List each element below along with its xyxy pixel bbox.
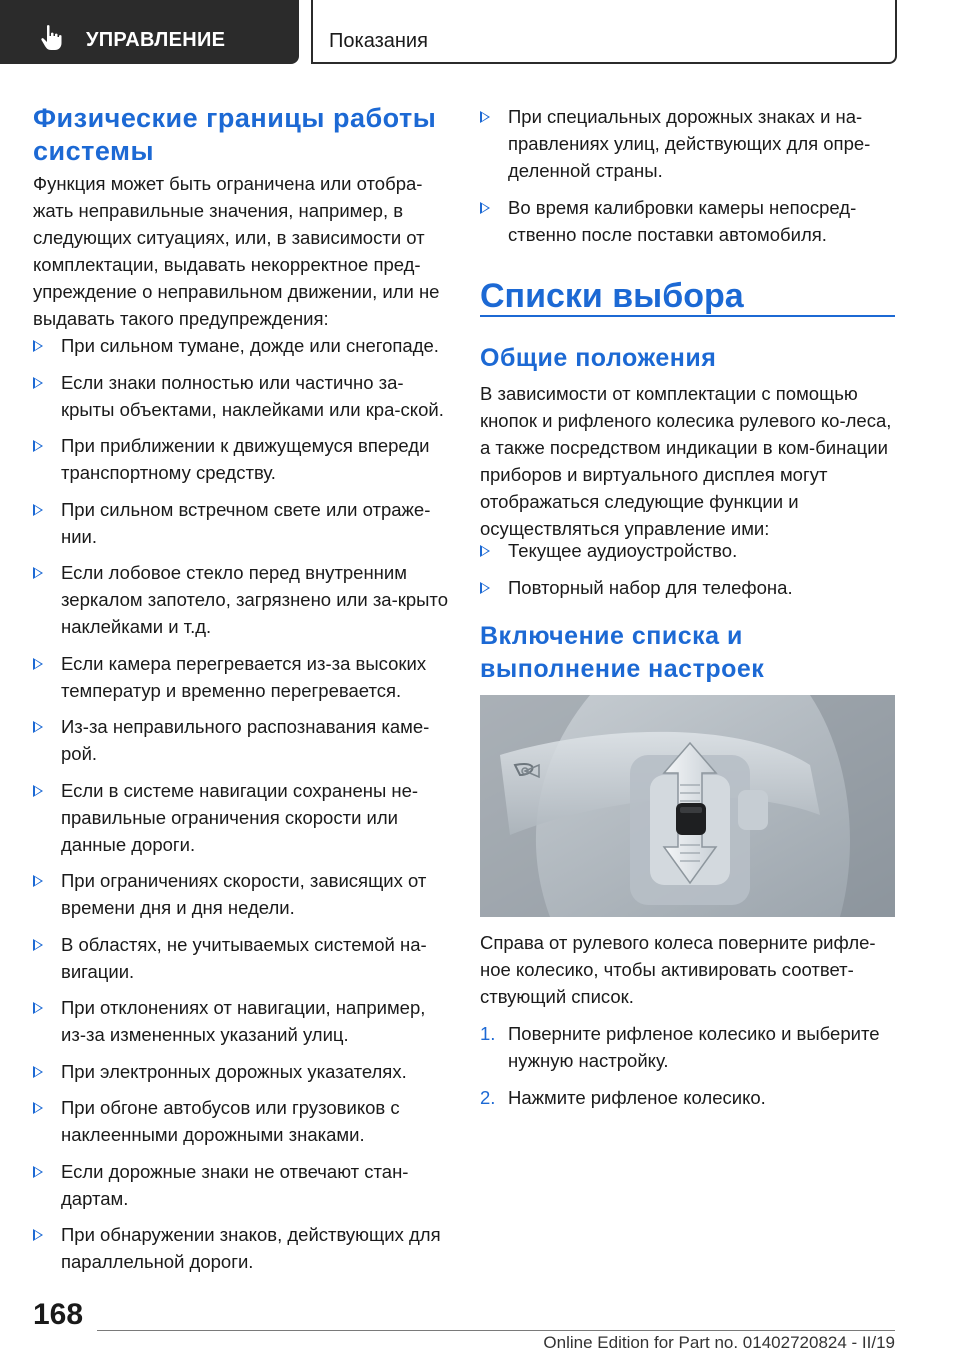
hand-pointer-icon <box>40 24 64 52</box>
step-number: 2. <box>480 1086 496 1108</box>
triangle-bullet-icon <box>33 377 43 389</box>
list-item: Текущее аудиоустройство. <box>480 537 895 564</box>
triangle-bullet-icon <box>480 582 490 594</box>
triangle-bullet-icon <box>33 721 43 733</box>
general-paragraph: В зависимости от комплектации с помощью кнопок и рифленого колесика рулевого ко-леса, а также посредством индикации в ком-бинации приборов и виртуального дисплея могут отображаться следующие функции и осуществляться управление ими: <box>480 383 892 539</box>
photo-caption: Справа от рулевого колеса поверните рифле-ное колесико, чтобы активировать соответ-ствующий список. <box>480 932 876 1007</box>
triangle-bullet-icon <box>480 545 490 557</box>
triangle-bullet-icon <box>33 1002 43 1014</box>
functions-list <box>480 537 895 610</box>
section-divider <box>480 315 895 317</box>
triangle-bullet-icon <box>33 440 43 452</box>
list-item: Повторный набор для телефона. <box>480 574 895 601</box>
triangle-bullet-icon <box>480 111 490 123</box>
list-item: Если в системе навигации сохранены не-правильные ограничения скорости или данные дороги. <box>33 777 448 858</box>
page-number: 168 <box>33 1298 84 1331</box>
triangle-bullet-icon <box>33 875 43 887</box>
list-item: При обнаружении знаков, действующих для параллельной дороги. <box>33 1221 448 1275</box>
list-item: В областях, не учитываемых системой на-вигации. <box>33 931 448 985</box>
triangle-bullet-icon <box>33 504 43 516</box>
list-item: Во время калибровки камеры непосред-ственно после поставки автомобиля. <box>480 194 895 248</box>
list-item: При отклонениях от навигации, например, из-за измененных указаний улиц. <box>33 994 448 1048</box>
chapter-tab <box>0 0 299 64</box>
heading-enable-list: Включение списка и выполнение настроек <box>480 622 765 683</box>
list-item: При приближении к движущемуся впереди транспортному средству. <box>33 432 448 486</box>
triangle-bullet-icon <box>480 202 490 214</box>
heading-general: Общие положения <box>480 344 717 372</box>
list-item: Если дорожные знаки не отвечают стан-дартам. <box>33 1158 448 1212</box>
step-number: 1. <box>480 1023 496 1044</box>
section-title-lists: Списки выбора <box>480 277 744 315</box>
triangle-bullet-icon <box>33 939 43 951</box>
triangle-bullet-icon <box>33 567 43 579</box>
intro-paragraph: Функция может быть ограничена или отобра-жать неправильные значения, например, в следующих ситуациях, или, в зависимости от комплектации, выдавать некорректное пред-упреждение о неправильном движении, или не выдавать такого предупреждения: <box>33 173 440 329</box>
steering-wheel-illustration <box>480 695 895 917</box>
section-header <box>311 0 897 64</box>
triangle-bullet-icon <box>33 1066 43 1078</box>
triangle-bullet-icon <box>33 785 43 797</box>
steering-wheel-photo <box>480 695 895 917</box>
list-item: При электронных дорожных указателях. <box>33 1058 448 1085</box>
list-item: При обгоне автобусов или грузовиков с наклеенными дорожными знаками. <box>33 1094 448 1148</box>
triangle-bullet-icon <box>33 658 43 670</box>
list-item: Из-за неправильного распознавания каме-рой. <box>33 713 448 767</box>
section-title: Показания <box>329 30 428 52</box>
limits-list <box>33 332 448 1285</box>
edition-footer: Online Edition for Part no. 01402720824 - II/19 <box>543 1333 895 1352</box>
steps-list <box>480 1020 895 1120</box>
country-list <box>480 103 895 257</box>
step-item: 2. Нажмите рифленое колесико. <box>480 1084 895 1111</box>
list-item: Если камера перегревается из-за высоких температур и временно перегревается. <box>33 650 448 704</box>
list-item: При специальных дорожных знаках и на-правлениях улиц, действующих для опре-деленной страны. <box>480 103 895 184</box>
list-item: При ограничениях скорости, зависящих от времени дня и дня недели. <box>33 867 448 921</box>
triangle-bullet-icon <box>33 1229 43 1241</box>
list-item: Если лобовое стекло перед внутренним зеркалом запотело, загрязнено или за-крыто наклейками и т.д. <box>33 559 448 640</box>
triangle-bullet-icon <box>33 340 43 352</box>
list-item: При сильном встречном свете или отраже-нии. <box>33 496 448 550</box>
chapter-title: УПРАВЛЕНИЕ <box>86 29 226 51</box>
list-item: При сильном тумане, дожде или снегопаде. <box>33 332 448 359</box>
heading-limits: Физические границы работы системы <box>33 103 437 166</box>
footer-divider <box>97 1330 895 1331</box>
triangle-bullet-icon <box>33 1102 43 1114</box>
step-item: 1. Поверните рифленое колесико и выберите нужную настройку. <box>480 1020 895 1074</box>
list-item: Если знаки полностью или частично за-крыты объектами, наклейками или кра-ской. <box>33 369 448 423</box>
triangle-bullet-icon <box>33 1166 43 1178</box>
